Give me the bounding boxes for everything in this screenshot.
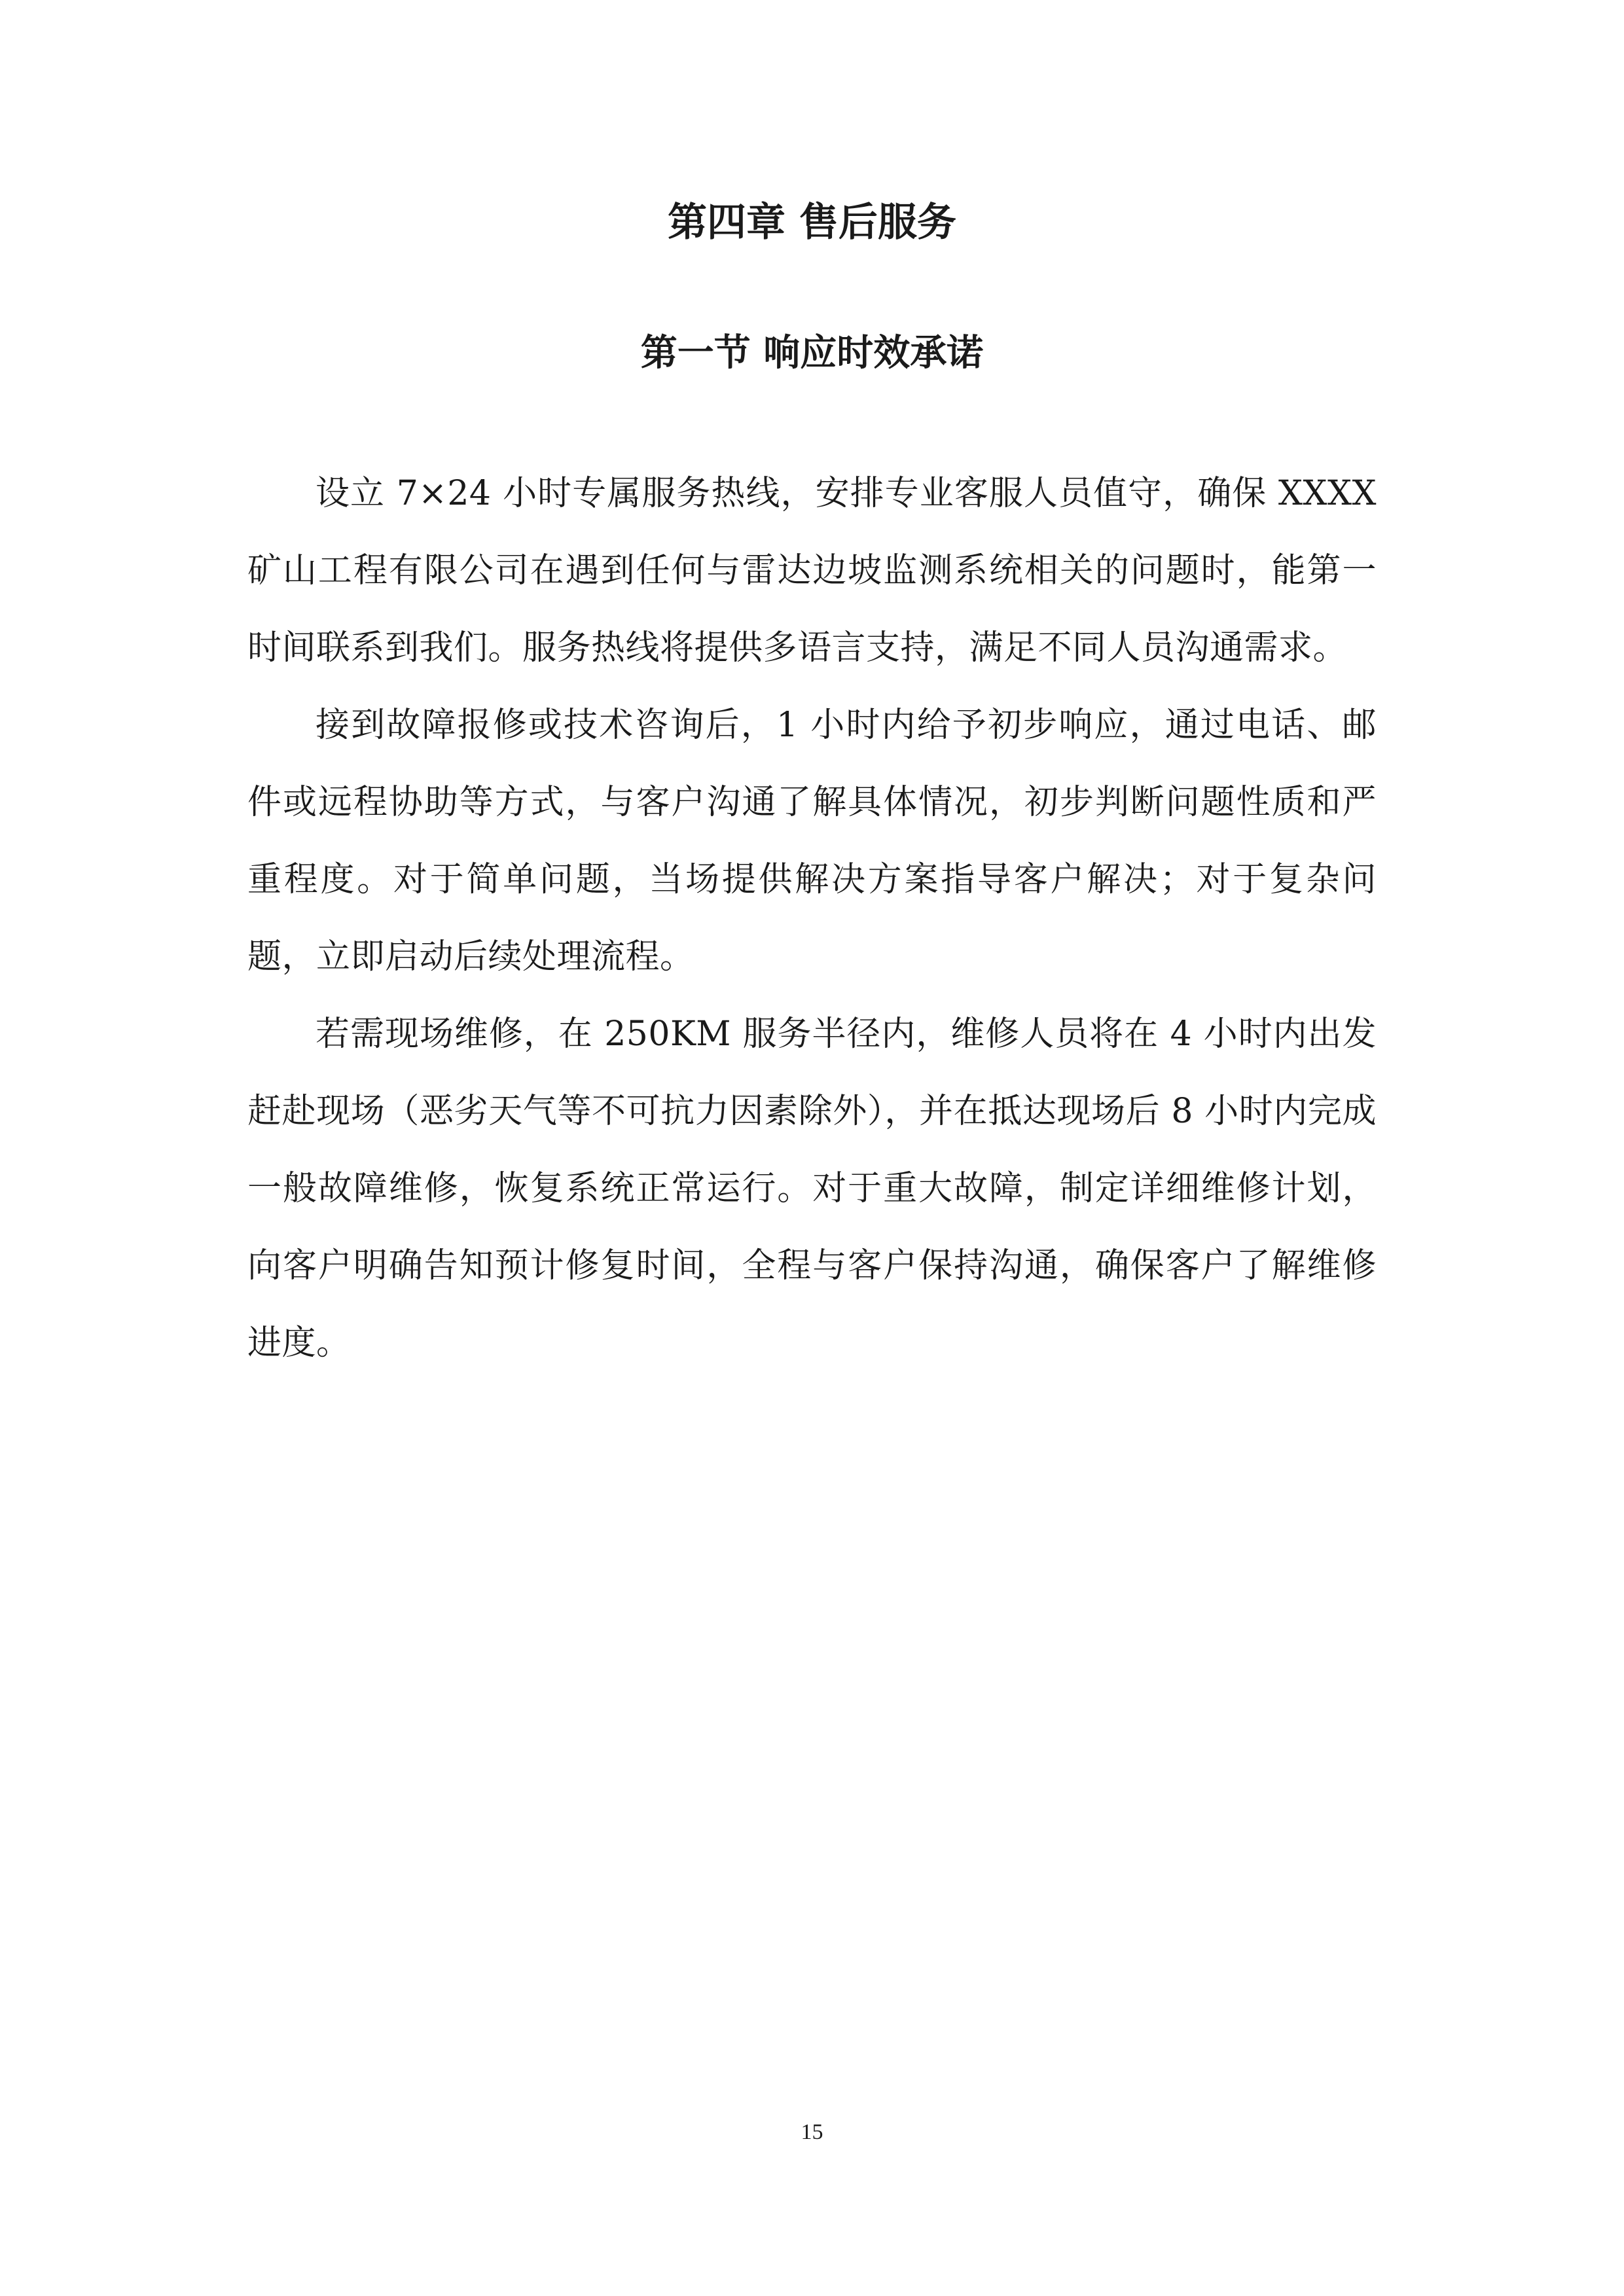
page-number: 15: [801, 2120, 823, 2144]
paragraph-onsite-repair: 若需现场维修，在 250KM 服务半径内，维修人员将在 4 小时内出发赶赴现场（恶劣天气等不可抗力因素除外），并在抵达现场后 8 小时内完成一般故障维修，恢复系统正常运行。对于重大故障，制定详细维修计划，向客户明确告知预计修复时间，全程与客户保持沟通，确保客户了解维修进度。: [247, 1014, 1377, 1363]
paragraph-initial-response: 接到故障报修或技术咨询后，1 小时内给予初步响应，通过电话、邮件或远程协助等方式，与客户沟通了解具体情况，初步判断问题性质和严重程度。对于简单问题，当场提供解决方案指导客户解决；对于复杂问题，立即启动后续处理流程。: [247, 706, 1377, 977]
chapter-title: 第四章 售后服务: [668, 200, 956, 245]
paragraph-hotline: 设立 7×24 小时专属服务热线，安排专业客服人员值守，确保 XXXX 矿山工程有限公司在遇到任何与雷达边坡监测系统相关的问题时，能第一时间联系到我们。服务热线将提供多语言支持，满足不同人员沟通需求。: [247, 474, 1377, 668]
section-title: 第一节 响应时效承诺: [640, 332, 984, 374]
body-text: [247, 455, 1377, 1382]
